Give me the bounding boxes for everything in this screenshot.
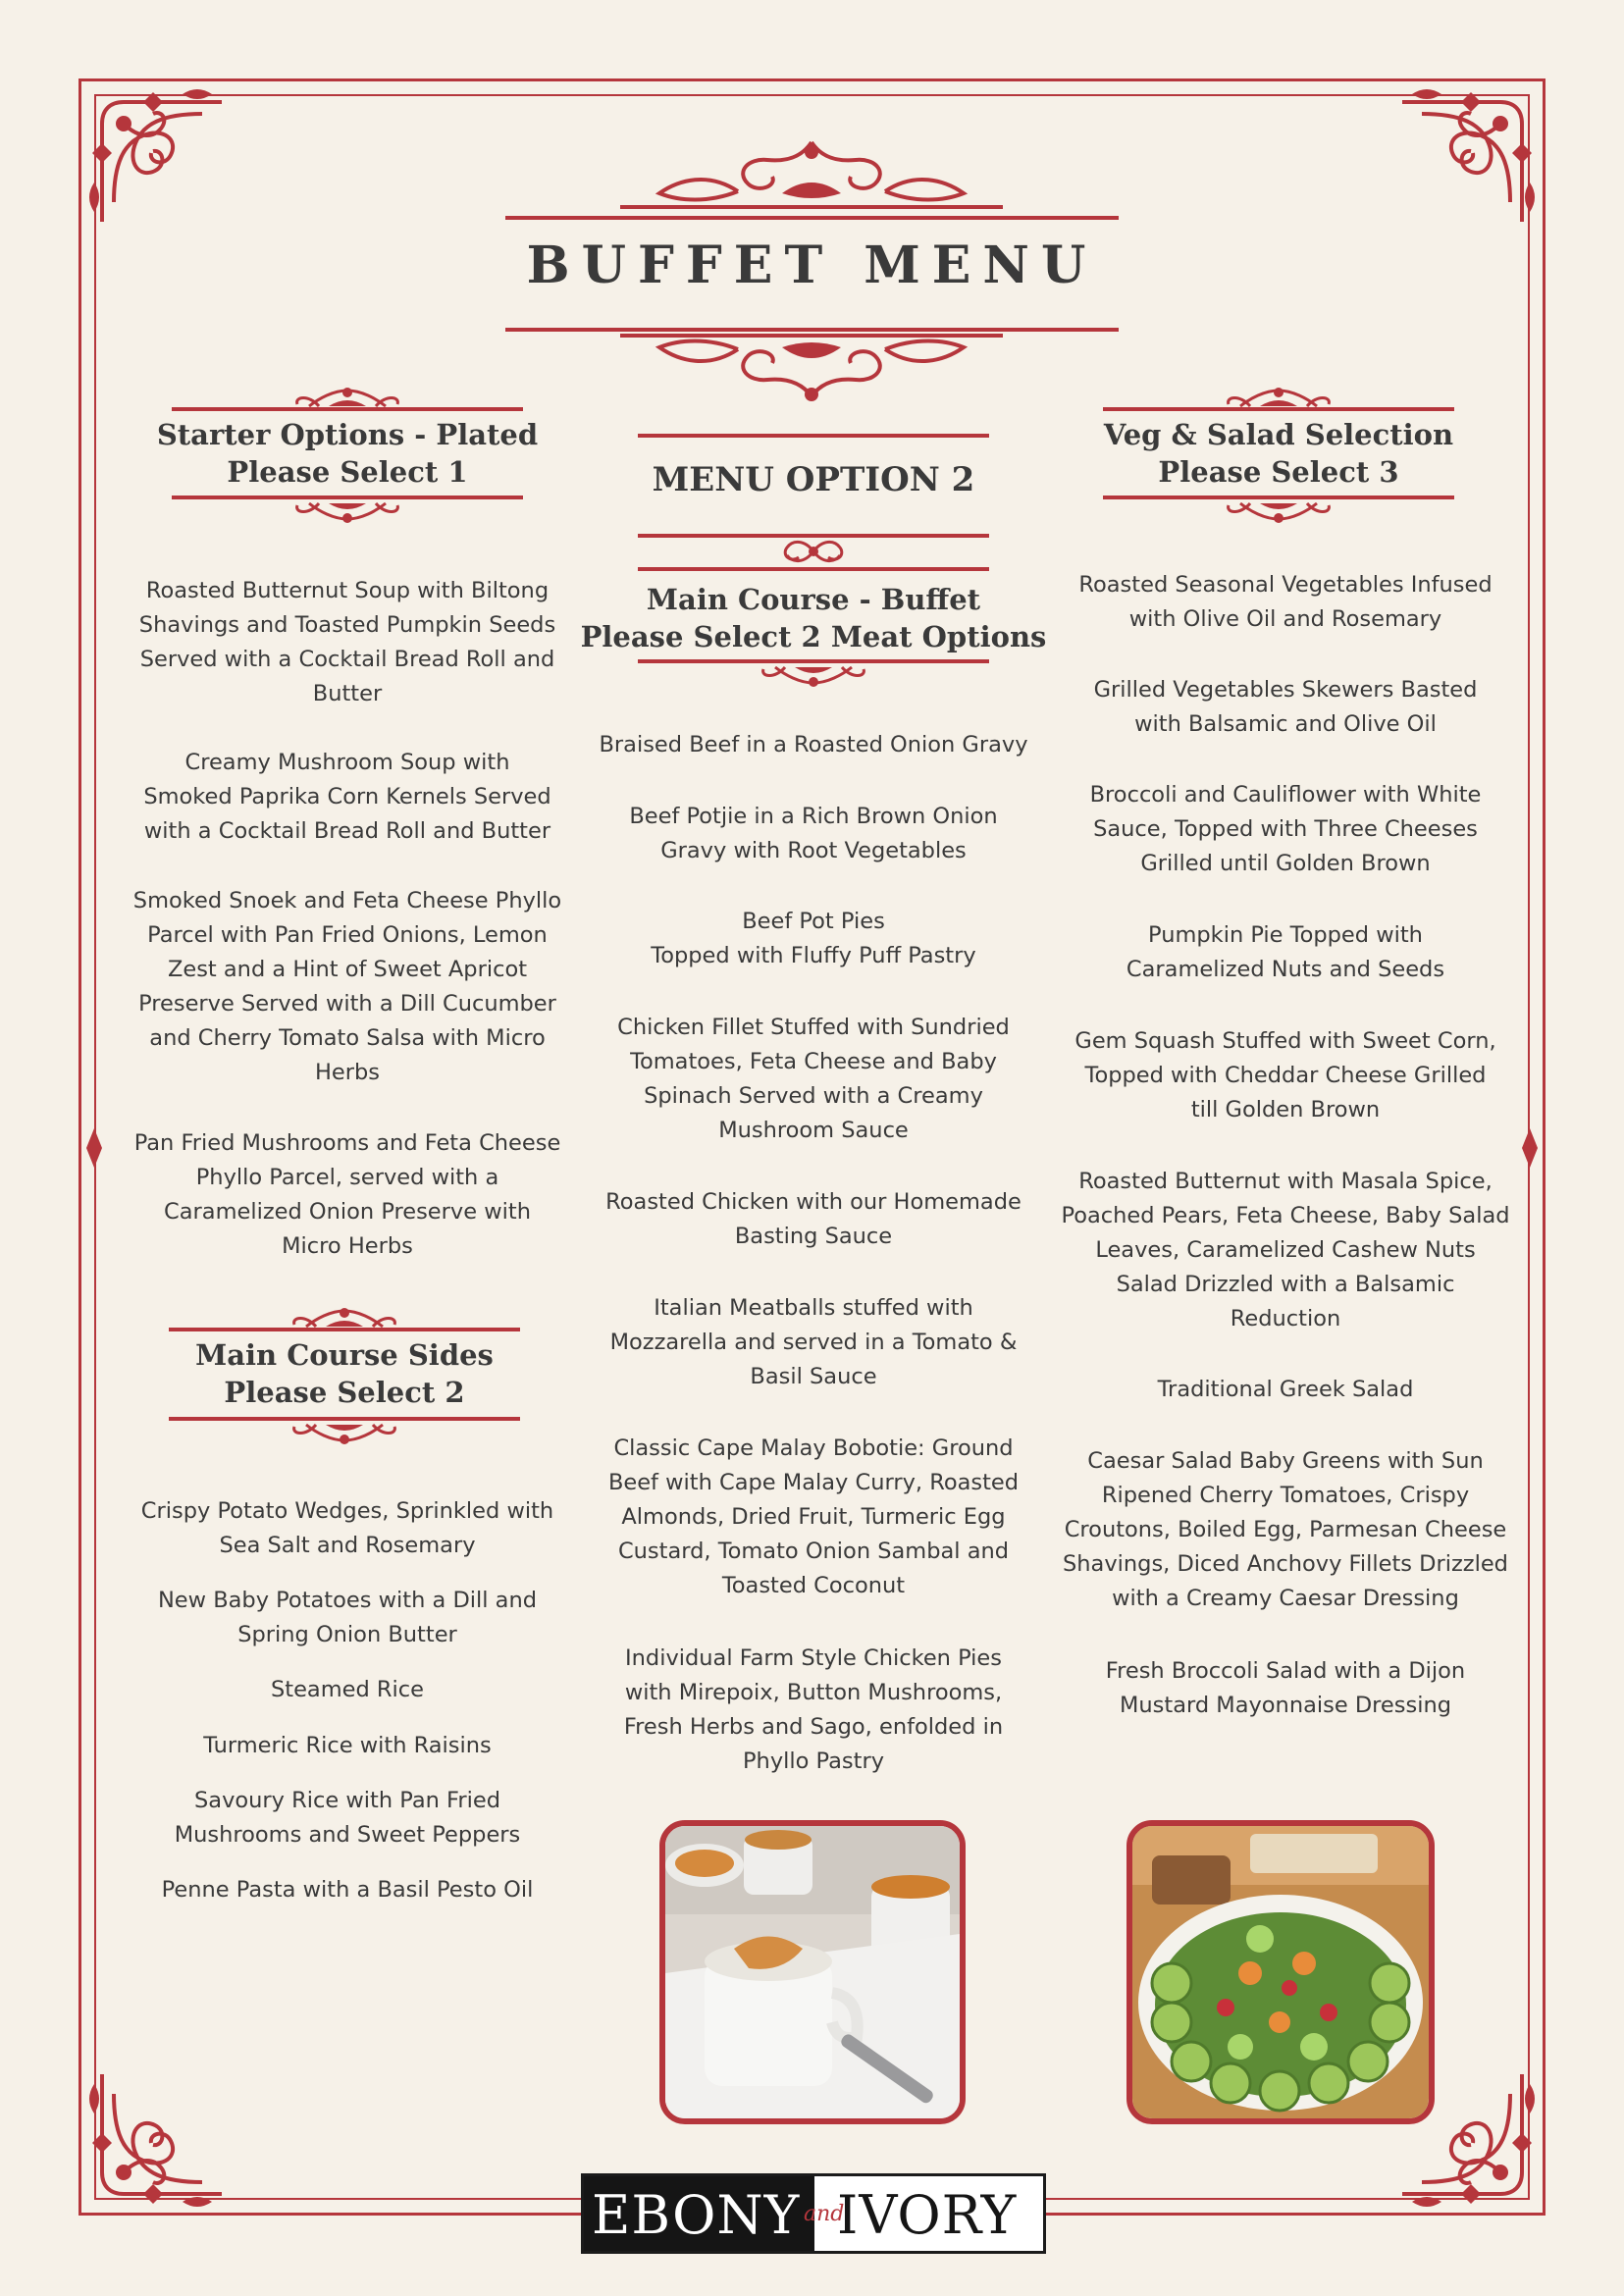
starters-heading-line-2: Please Select 1 bbox=[227, 455, 468, 489]
salad-photo bbox=[1126, 1820, 1435, 2124]
veg-item: Grilled Vegetables Skewers Basted with Balsamic and Olive Oil bbox=[1093, 677, 1478, 737]
main-item: Beef Pot Pies Topped with Fluffy Puff Pastry bbox=[651, 909, 976, 968]
veg-heading-line-2: Please Select 3 bbox=[1158, 455, 1399, 489]
main-item: Chicken Fillet Stuffed with Sundried Tomatoes, Feta Cheese and Baby Spinach Served with a Creamy Mushroom Sauce bbox=[617, 1015, 1010, 1143]
soup-photo bbox=[659, 1820, 966, 2124]
starter-item: Pan Fried Mushrooms and Feta Cheese Phyllo Parcel, served with a Caramelized Onion Preserve with Micro Herbs bbox=[133, 1130, 561, 1259]
side-item: New Baby Potatoes with a Dill and Spring Onion Butter bbox=[157, 1588, 538, 1647]
logo-text-ivory: IVORY bbox=[837, 2184, 1018, 2246]
main-item: Braised Beef in a Roasted Onion Gravy bbox=[599, 732, 1028, 757]
side-item: Crispy Potato Wedges, Sprinkled with Sea Salt and Rosemary bbox=[140, 1498, 554, 1558]
veg-heading-line-1: Veg & Salad Selection bbox=[1103, 418, 1454, 451]
starter-item: Smoked Snoek and Feta Cheese Phyllo Parcel with Pan Fried Onions, Lemon Zest and a Hint of Sweet Apricot Preserve Served with a Dill Cucumber and Cherry Tomato Salsa with Micro Herbs bbox=[132, 888, 562, 1085]
veg-item: Traditional Greek Salad bbox=[1157, 1377, 1414, 1402]
veg-item: Pumpkin Pie Topped with Caramelized Nuts and Seeds bbox=[1126, 922, 1445, 982]
side-item: Turmeric Rice with Raisins bbox=[203, 1733, 492, 1758]
veg-item: Roasted Seasonal Vegetables Infused with Olive Oil and Rosemary bbox=[1078, 572, 1493, 632]
side-item: Savoury Rice with Pan Fried Mushrooms and Sweet Peppers bbox=[174, 1788, 521, 1848]
main-item: Italian Meatballs stuffed with Mozzarella and served in a Tomato & Basil Sauce bbox=[609, 1295, 1018, 1389]
main-item: Roasted Chicken with our Homemade Basting Sauce bbox=[605, 1189, 1022, 1249]
side-ornament-left bbox=[82, 1128, 106, 1168]
mains-heading-line-2: Please Select 2 Meat Options bbox=[580, 620, 1047, 653]
sides-list bbox=[108, 0, 587, 2296]
main-item: Individual Farm Style Chicken Pies with Mirepoix, Button Mushrooms, Fresh Herbs and Sago, enfolded in Phyllo Pastry bbox=[623, 1645, 1004, 1774]
sides-heading-line-1: Main Course Sides bbox=[195, 1338, 494, 1372]
logo-text-and: and bbox=[804, 2202, 845, 2226]
side-item: Steamed Rice bbox=[270, 1677, 425, 1702]
starters-heading-line-1: Starter Options - Plated bbox=[156, 418, 539, 451]
veg-item: Gem Squash Stuffed with Sweet Corn, Topped with Cheddar Cheese Grilled till Golden Brown bbox=[1074, 1028, 1496, 1122]
mains-heading-line-1: Main Course - Buffet bbox=[646, 583, 981, 616]
starter-item: Creamy Mushroom Soup with Smoked Paprika Corn Kernels Served with a Cocktail Bread Roll and Butter bbox=[143, 750, 551, 844]
ebony-and-ivory-logo bbox=[581, 2173, 1046, 2254]
veg-item: Broccoli and Cauliflower with White Sauce, Topped with Three Cheeses Grilled until Golden Brown bbox=[1089, 782, 1482, 876]
veg-item: Roasted Butternut with Masala Spice, Poached Pears, Feta Cheese, Baby Salad Leaves, Caramelized Cashew Nuts Salad Drizzled with a Balsamic Reduction bbox=[1061, 1169, 1510, 1331]
main-item: Beef Potjie in a Rich Brown Onion Gravy with Root Vegetables bbox=[629, 804, 998, 863]
page-title: BUFFET MENU bbox=[526, 235, 1098, 295]
starter-item: Roasted Butternut Soup with Biltong Shavings and Toasted Pumpkin Seeds Served with a Cocktail Bread Roll and Butter bbox=[138, 578, 556, 706]
veg-item: Caesar Salad Baby Greens with Sun Ripened Cherry Tomatoes, Crispy Croutons, Boiled Egg, Parmesan Cheese Shavings, Diced Anchovy Fillets Drizzled with a Creamy Caesar Dressing bbox=[1063, 1448, 1508, 1611]
sides-heading-line-2: Please Select 2 bbox=[224, 1376, 465, 1409]
menu-option-heading: MENU OPTION 2 bbox=[652, 460, 975, 499]
veg-item: Fresh Broccoli Salad with a Dijon Mustard Mayonnaise Dressing bbox=[1105, 1658, 1466, 1718]
side-item: Penne Pasta with a Basil Pesto Oil bbox=[161, 1877, 534, 1903]
logo-text-ebony: EBONY bbox=[592, 2184, 801, 2246]
main-item: Classic Cape Malay Bobotie: Ground Beef with Cape Malay Curry, Roasted Almonds, Dried Fruit, Turmeric Egg Custard, Tomato Onion Sambal and Toasted Coconut bbox=[607, 1435, 1020, 1598]
